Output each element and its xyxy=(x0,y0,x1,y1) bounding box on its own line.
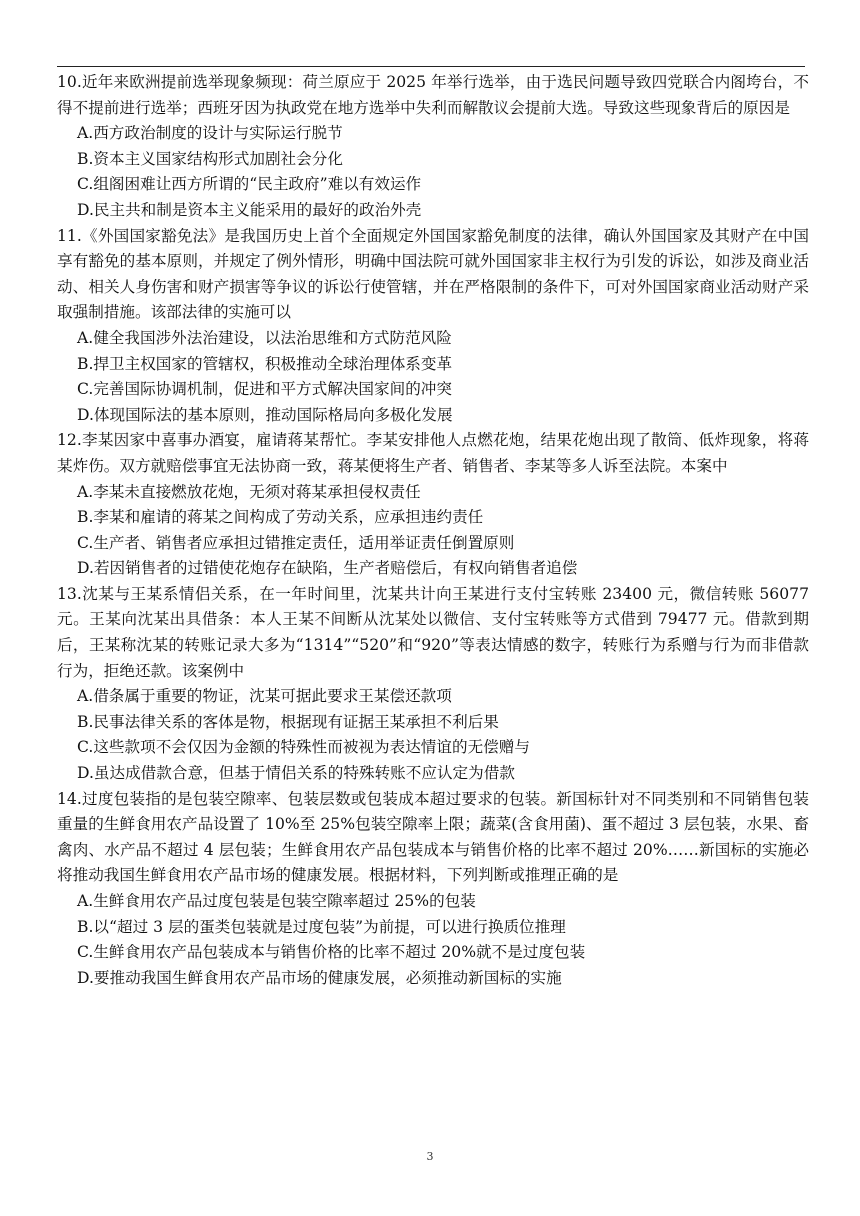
question-10 xyxy=(57,70,809,224)
question-stem xyxy=(57,70,809,121)
question-11 xyxy=(57,224,809,429)
question-text: 过度包装指的是包装空隙率、包装层数或包装成本超过要求的包装。新国标针对不同类别和不同销售包装重量的生鲜食用农产品设置了 10%至 25%包装空隙率上限；蔬菜(含食用菌)、蛋不超过 3 层包装，水果、畜禽肉、水产品不超过 4 层包装；生鲜食用农产品包装成本与销售价格的比率不超过 20%……新国标的实施必将推动我国生鲜食用农产品市场的健康发展。根据材料，下列判断或推理正确的是 xyxy=(57,789,809,885)
page-number: 3 xyxy=(426,1150,434,1163)
question-text: 沈某与王某系情侣关系，在一年时间里，沈某共计向王某进行支付宝转账 23400 元，微信转账 56077 元。王某向沈某出具借条：本人王某不间断从沈某处以微信、支付宝转账等方式借到 79477 元。借款到期后，王某称沈某的转账记录大多为“1314”“520”和“920”等表达情感的数字，转账行为系赠与行为而非借款行为，拒绝还款。该案例中 xyxy=(57,584,809,680)
header-rule xyxy=(57,66,805,67)
question-12 xyxy=(57,428,809,582)
question-number: 13. xyxy=(57,584,82,603)
question-text: 《外国国家豁免法》是我国历史上首个全面规定外国国家豁免制度的法律，确认外国国家及其财产在中国享有豁免的基本原则，并规定了例外情形，明确中国法院可就外国国家非主权行为引发的诉讼，如涉及商业活动、相关人身伤害和财产损害等争议的诉讼行使管辖，并在严格限制的条件下，可对外国国家商业活动财产采取强制措施。该部法律的实施可以 xyxy=(57,226,809,322)
option-b: B.资本主义国家结构形式加剧社会分化 xyxy=(77,149,343,168)
question-number: 10. xyxy=(57,73,82,91)
option-d: D.虽达成借款合意，但基于情侣关系的特殊转账不应认定为借款 xyxy=(77,764,515,783)
question-number: 14. xyxy=(57,789,82,808)
option-d: D.体现国际法的基本原则，推动国际格局向多极化发展 xyxy=(77,405,453,424)
option-c: C.生鲜食用农产品包装成本与销售价格的比率不超过 20%就不是过度包装 xyxy=(77,943,586,962)
option-b: B.李某和雇请的蒋某之间构成了劳动关系，应承担违约责任 xyxy=(77,508,484,527)
question-stem xyxy=(57,787,809,889)
option-a: A.健全我国涉外法治建设，以法治思维和方式防范风险 xyxy=(77,328,452,347)
question-text: 李某因家中喜事办酒宴，雇请蒋某帮忙。李某安排他人点燃花炮，结果花炮出现了散筒、低炸现象，将蒋某炸伤。双方就赔偿事宜无法协商一致，蒋某便将生产者、销售者、李某等多人诉至法院。本案中 xyxy=(57,431,809,475)
option-d: D.要推动我国生鲜食用农产品市场的健康发展，必须推动新国标的实施 xyxy=(77,968,562,987)
option-b: B.捍卫主权国家的管辖权，积极推动全球治理体系变革 xyxy=(77,354,453,373)
option-a: A.李某未直接燃放花炮，无须对蒋某承担侵权责任 xyxy=(77,482,421,501)
option-c: C.完善国际协调机制，促进和平方式解决国家间的冲突 xyxy=(77,380,452,399)
option-c: C.组阁困难让西方所谓的“民主政府”难以有效运作 xyxy=(77,175,422,194)
option-a: A.生鲜食用农产品过度包装是包装空隙率超过 25%的包装 xyxy=(77,892,476,910)
question-stem xyxy=(57,582,809,684)
question-stem xyxy=(57,428,809,479)
option-b: B.民事法律关系的客体是物，根据现有证据王某承担不利后果 xyxy=(77,712,499,731)
option-a: A.借条属于重要的物证，沈某可据此要求王某偿还款项 xyxy=(77,687,452,706)
exam-content xyxy=(57,70,809,991)
question-13 xyxy=(57,582,809,787)
option-d: D.民主共和制是资本主义能采用的最好的政治外壳 xyxy=(77,200,422,219)
option-d: D.若因销售者的过错使花炮存在缺陷，生产者赔偿后，有权向销售者追偿 xyxy=(77,559,578,578)
question-number: 11. xyxy=(57,226,82,245)
option-b: B.以“超过 3 层的蛋类包装就是过度包装”为前提，可以进行换质位推理 xyxy=(77,917,566,936)
question-text: 近年来欧洲提前选举现象频现：荷兰原应于 2025 年举行选举，由于选民问题导致四党联合内阁垮台，不得不提前进行选举；西班牙因为执政党在地方选举中失利而解散议会提前大选。导致这些现象背后的原因是 xyxy=(57,73,809,117)
option-a: A.西方政治制度的设计与实际运行脱节 xyxy=(77,124,343,143)
question-number: 12. xyxy=(57,431,82,450)
option-c: C.这些款项不会仅因为金额的特殊性而被视为表达情谊的无偿赠与 xyxy=(77,738,530,757)
question-stem xyxy=(57,224,809,326)
option-c: C.生产者、销售者应承担过错推定责任，适用举证责任倒置原则 xyxy=(77,533,515,552)
question-14 xyxy=(57,787,809,992)
